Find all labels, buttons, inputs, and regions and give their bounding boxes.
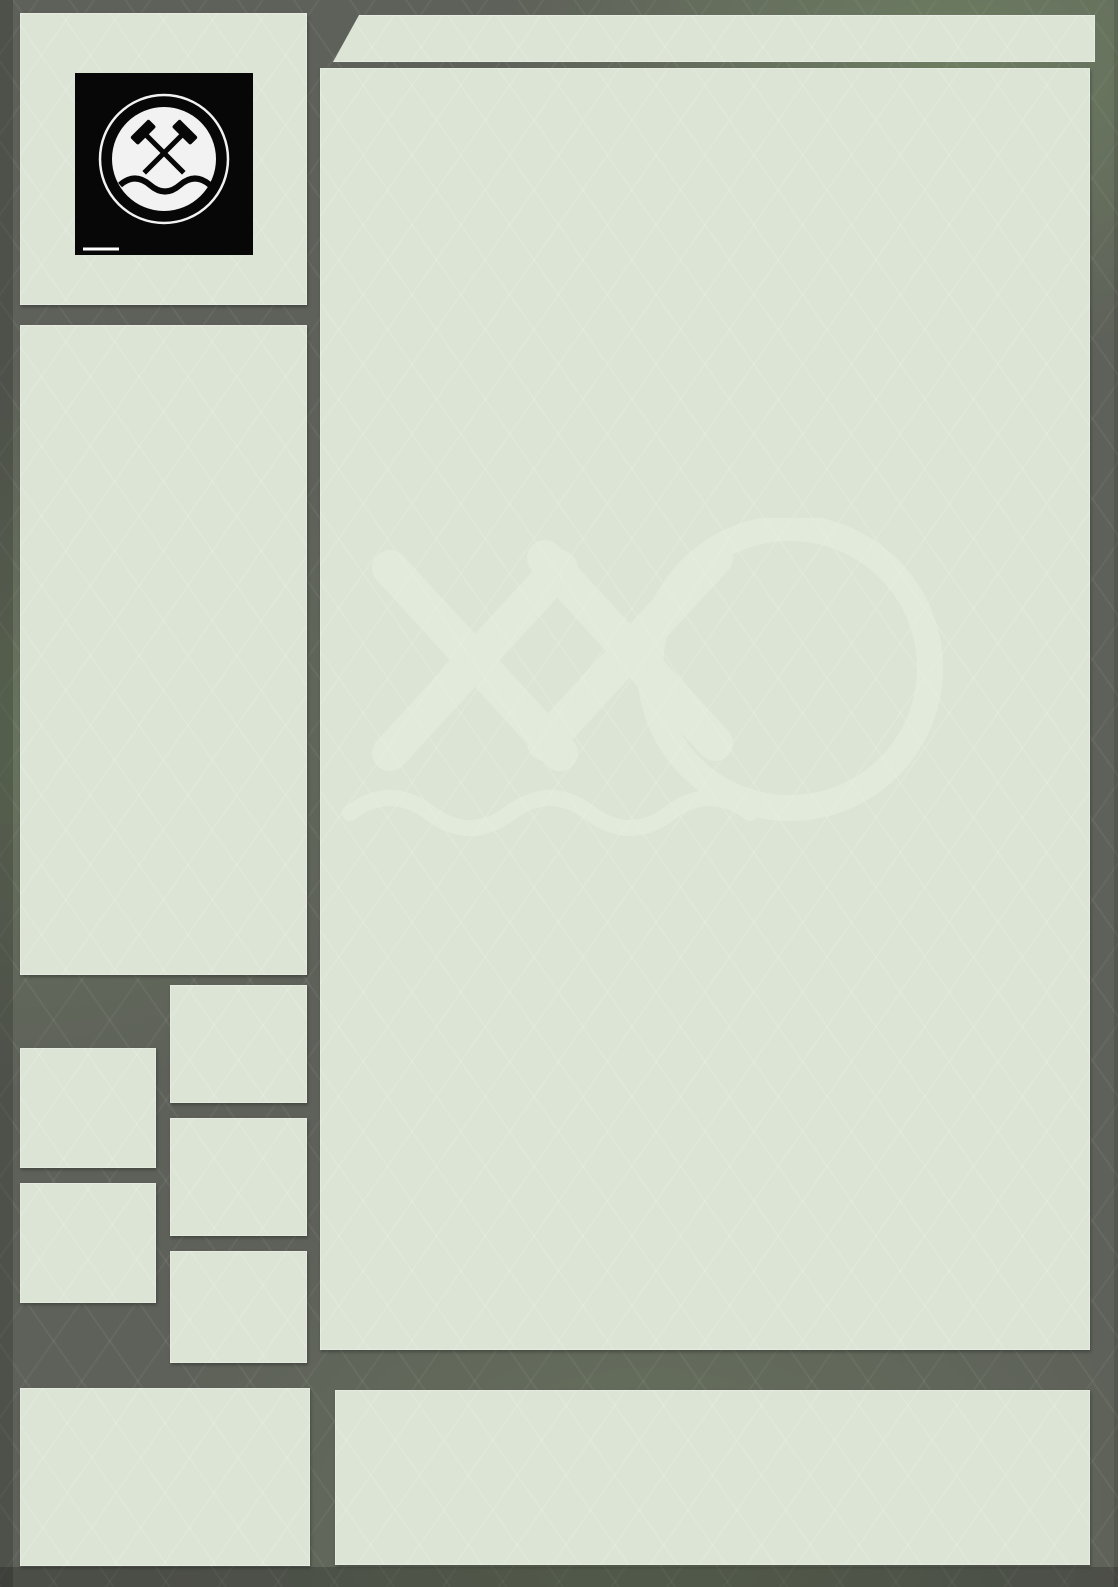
- stat-row: [34, 570, 293, 600]
- hit-zone-back: [20, 1183, 156, 1303]
- stat-row: [34, 917, 293, 947]
- ruhr-lasertag-logo: [75, 73, 253, 255]
- hit-zone-left-shoulder: [170, 1118, 307, 1236]
- arena-stats-list: [34, 887, 293, 976]
- header-bar: [333, 15, 1095, 62]
- game-stats-panel: [20, 325, 307, 975]
- hit-zone-right-shoulder: [170, 985, 307, 1103]
- score-table-panel: [320, 68, 1090, 1350]
- hit-zone-phasor: [170, 1251, 307, 1363]
- stat-row: [34, 481, 293, 511]
- stat-row: [34, 511, 293, 541]
- stat-row: [34, 629, 293, 659]
- watermark-logo: [320, 518, 1090, 878]
- your-stats-list: [34, 481, 293, 717]
- score-chart: [335, 1390, 1090, 1565]
- hit-zone-front: [20, 1048, 156, 1168]
- stat-row: [34, 540, 293, 570]
- stat-row: [34, 658, 293, 688]
- stat-row: [34, 887, 293, 917]
- player-panel: [20, 13, 307, 305]
- address-panel: [20, 1388, 310, 1566]
- stat-row: [34, 946, 293, 976]
- logo-disc: [112, 107, 216, 211]
- stat-row: [34, 688, 293, 718]
- stat-row: [34, 599, 293, 629]
- score-chart-panel: [335, 1390, 1090, 1565]
